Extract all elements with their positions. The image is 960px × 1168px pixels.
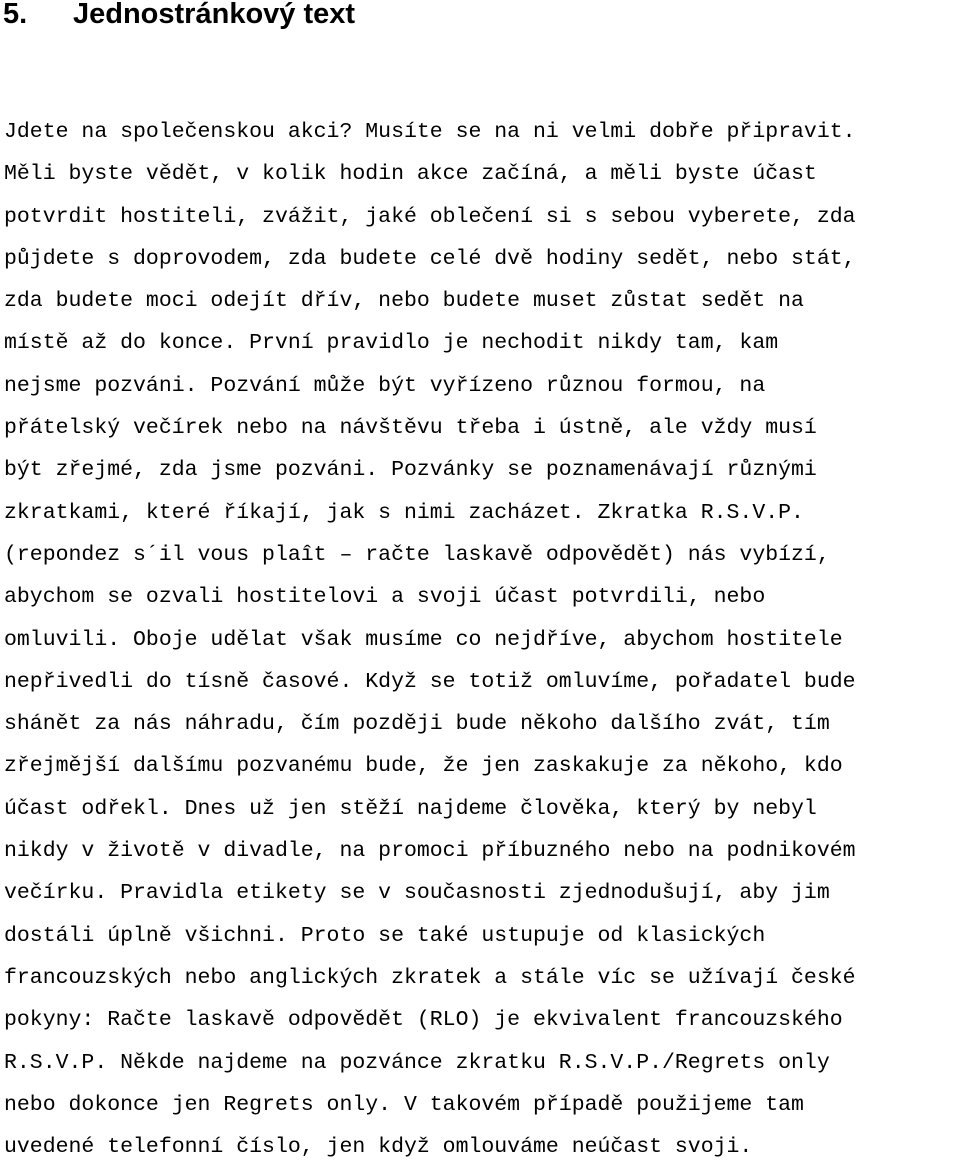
text-line: uvedené telefonní číslo, jen když omlouváme neúčast svoji. — [4, 1135, 753, 1160]
text-line: Jdete na společenskou akci? Musíte se na ni velmi dobře připravit. — [4, 120, 856, 144]
section-heading — [3, 0, 355, 34]
text-line: zda budete moci odejít dřív, nebo budete muset zůstat sedět na — [4, 289, 804, 314]
text-line: nepřivedli do tísně časové. Když se totiž omluvíme, pořadatel bude — [4, 669, 856, 694]
text-line: omluvili. Oboje udělat však musíme co nejdříve, abychom hostitele — [4, 627, 843, 652]
text-line: abychom se ozvali hostitelovi a svoji účast potvrdili, nebo — [4, 585, 766, 610]
section-title: Jednostránkový text — [73, 0, 356, 30]
text-line: francouzských nebo anglických zkratek a stále víc se užívají české — [4, 965, 856, 990]
text-line: nikdy v životě v divadle, na promoci příbuzného nebo na podnikovém — [4, 839, 856, 864]
text-line: půjdete s doprovodem, zda budete celé dvě hodiny sedět, nebo stát, — [4, 246, 856, 271]
text-line: účast odřekl. Dnes už jen stěží najdeme člověka, který by nebyl — [4, 796, 817, 821]
section-number: 5. — [3, 0, 28, 30]
text-line: nejsme pozváni. Pozvání může být vyřízeno různou formou, na — [4, 373, 766, 398]
text-line: shánět za nás náhradu, čím později bude někoho dalšího zvát, tím — [4, 712, 830, 737]
text-line: Měli byste vědět, v kolik hodin akce začíná, a měli byste účast — [4, 162, 817, 187]
text-line: R.S.V.P. Někde najdeme na pozvánce zkratku R.S.V.P./Regrets only — [4, 1050, 830, 1075]
text-line: zkratkami, které říkají, jak s nimi zacházet. Zkratka R.S.V.P. — [4, 500, 804, 525]
text-line: dostáli úplně všichni. Proto se také ustupuje od klasických — [4, 923, 766, 948]
text-line: přátelský večírek nebo na návštěvu třeba i ústně, ale vždy musí — [4, 416, 817, 441]
text-line: nebo dokonce jen Regrets only. V takovém případě použijeme tam — [4, 1092, 804, 1117]
text-line: pokyny: Račte laskavě odpovědět (RLO) je ekvivalent francouzského — [4, 1008, 843, 1033]
text-line: večírku. Pravidla etikety se v současnosti zjednodušují, aby jim — [4, 881, 830, 906]
text-line: být zřejmé, zda jsme pozváni. Pozvánky se poznamenávají různými — [4, 458, 817, 483]
body-paragraph — [4, 111, 856, 1168]
text-line: zřejmější dalšímu pozvanému bude, že jen zaskakuje za někoho, kdo — [4, 754, 843, 779]
text-line: potvrdit hostiteli, zvážit, jaké oblečení si s sebou vyberete, zda — [4, 204, 856, 229]
text-line: místě až do konce. První pravidlo je nechodit nikdy tam, kam — [4, 331, 779, 356]
text-line: (repondez s´il vous plaît – račte laskavě odpovědět) nás vybízí, — [4, 542, 830, 567]
